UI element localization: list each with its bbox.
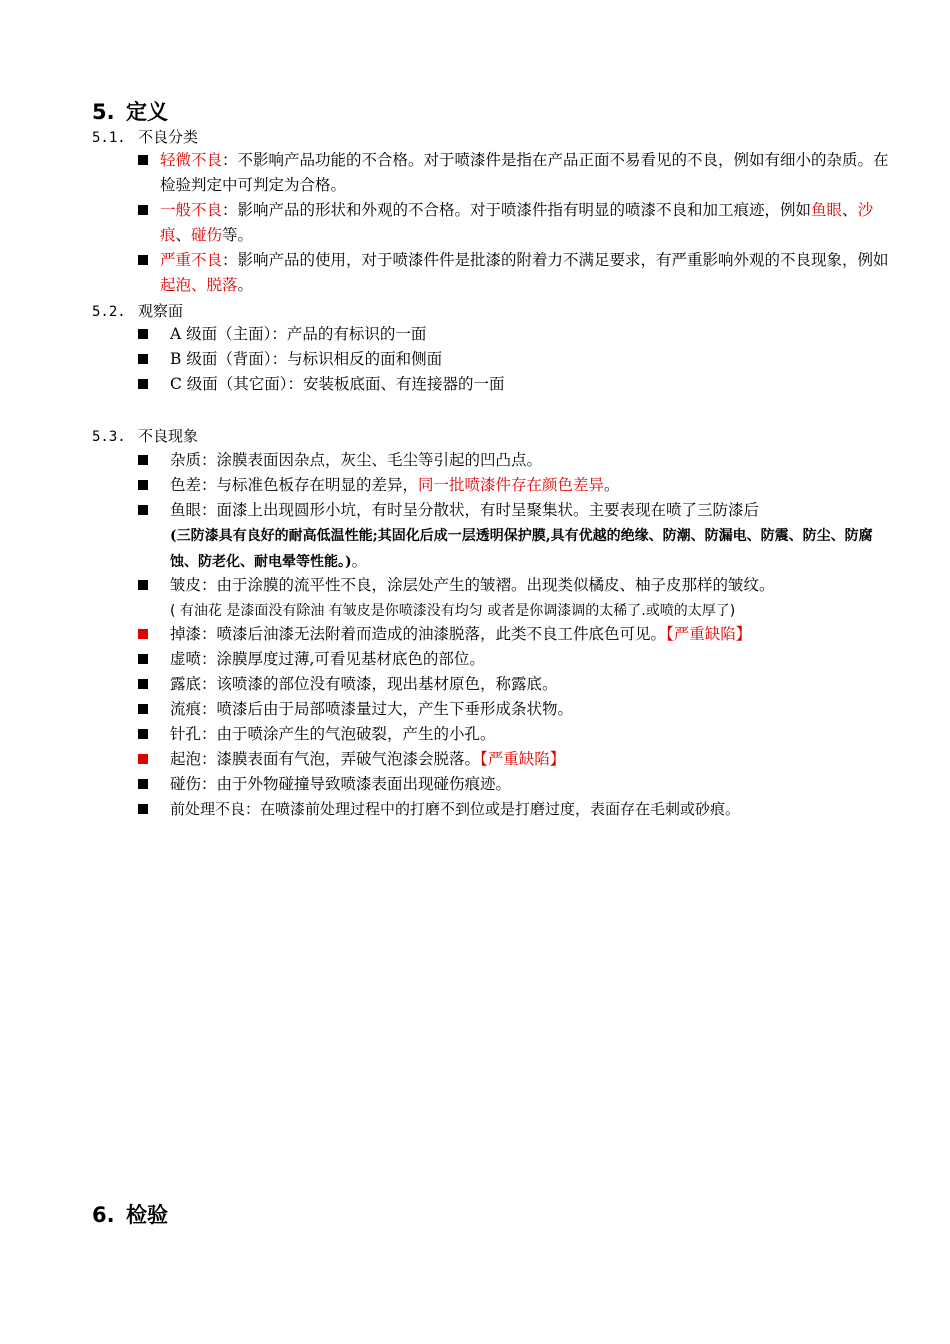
square-bullet-icon (138, 155, 148, 165)
section-5-1-number: 5.1. (92, 130, 126, 146)
square-bullet-icon (138, 704, 148, 714)
list-item-pretreatment-defect: 前处理不良：在喷漆前处理过程中的打磨不到位或是打磨过度，表面存在毛刺或砂痕。 (138, 797, 888, 822)
square-bullet-icon (138, 580, 148, 590)
list-item-blistering: 起泡：漆膜表面有气泡，弄破气泡漆会脱落。【严重缺陷】 (138, 747, 888, 772)
section-5-heading (92, 98, 168, 126)
square-bullet-icon (138, 654, 148, 664)
list-item-surface-b: B 级面（背面）：与标识相反的面和侧面 (138, 347, 888, 372)
square-bullet-icon (138, 505, 148, 515)
wrinkle-note: ( 有油花 是漆面没有除油 有皱皮是你喷漆没有均匀 或者是你调漆调的太稀了.或喷的太厚了) (170, 603, 736, 619)
square-bullet-icon (138, 205, 148, 215)
section-6-heading (92, 1201, 168, 1229)
severe-defect-tag: 【严重缺陷】 (666, 625, 752, 643)
list-item-color-difference: 色差：与标准色板存在明显的差异，同一批喷漆件存在颜色差异。 (138, 473, 888, 498)
section-5-3-title: 不良现象 (138, 427, 199, 445)
list-item-wrinkle: 皱皮：由于涂膜的流平性不良，涂层处产生的皱褶。出现类似橘皮、柚子皮那样的皱纹。 ( 有油花 是漆面没有除油 有皱皮是你喷漆没有均匀 或者是你调漆调的太稀了.或喷的太厚了) (138, 573, 888, 623)
list-item-paint-peeling: 掉漆：喷漆后油漆无法附着而造成的油漆脱落，此类不良工件底色可见。【严重缺陷】 (138, 622, 888, 647)
square-bullet-icon (138, 480, 148, 490)
section-6-number: 6. (92, 1203, 115, 1227)
square-bullet-icon (138, 255, 148, 265)
term-general-defect: 一般不良 (160, 201, 223, 219)
red-square-bullet-icon (138, 754, 148, 764)
section-5-3-number: 5.3. (92, 429, 126, 445)
list-item-impurity: 杂质：涂膜表面因杂点，灰尘、毛尘等引起的凹凸点。 (138, 448, 888, 473)
section-5-2-heading (92, 300, 183, 323)
list-item-surface-c: C 级面（其它面）：安装板底面、有连接器的一面 (138, 372, 888, 397)
section-5-1-title: 不良分类 (138, 128, 199, 146)
square-bullet-icon (138, 455, 148, 465)
minor-defect-text: 轻微不良：不影响产品功能的不合格。对于喷漆件是指在产品正面不易看见的不良，例如有细小的杂质。在检验判定中可判定为合格。 (160, 151, 889, 194)
section-5-3-heading (92, 425, 198, 448)
term-severe-defect: 严重不良 (160, 251, 223, 269)
list-item-exposed-base: 露底：该喷漆的部位没有喷漆，现出基材原色，称露底。 (138, 672, 888, 697)
section-5-title: 定义 (126, 100, 168, 124)
square-bullet-icon (138, 679, 148, 689)
section-5-1-heading (92, 126, 198, 149)
red-square-bullet-icon (138, 629, 148, 639)
list-item-thin-spray: 虚喷：涂膜厚度过薄,可看见基材底色的部位。 (138, 647, 888, 672)
severe-defect-text: 严重不良：影响产品的使用，对于喷漆件件是批漆的附着力不满足要求，有严重影响外观的不良现象，例如起泡、脱落。 (160, 251, 889, 294)
list-item-minor-defect (138, 148, 888, 198)
list-item-bump-damage: 碰伤：由于外物碰撞导致喷漆表面出现碰伤痕迹。 (138, 772, 888, 797)
list-item-pinhole: 针孔：由于喷涂产生的气泡破裂，产生的小孔。 (138, 722, 888, 747)
section-6-title: 检验 (126, 1203, 168, 1227)
square-bullet-icon (138, 329, 148, 339)
list-item-severe-defect (138, 248, 888, 298)
square-bullet-icon (138, 379, 148, 389)
square-bullet-icon (138, 729, 148, 739)
general-defect-text: 一般不良：影响产品的形状和外观的不合格。对于喷漆件指有明显的喷漆不良和加工痕迹，例如鱼眼、沙痕、碰伤等。 (160, 201, 874, 244)
square-bullet-icon (138, 779, 148, 789)
list-item-general-defect (138, 198, 888, 248)
list-item-surface-a: A 级面（主面）：产品的有标识的一面 (138, 322, 888, 347)
severe-defect-tag: 【严重缺陷】 (480, 750, 566, 768)
list-item-fish-eye: 鱼眼：面漆上出现圆形小坑，有时呈分散状，有时呈聚集状。主要表现在喷了三防漆后 (三防漆具有良好的耐高低温性能;其固化后成一层透明保护膜,具有优越的绝缘、防潮、防漏电、防震、防尘、防腐蚀、防老化、耐电晕等性能。)。 (138, 498, 888, 573)
square-bullet-icon (138, 354, 148, 364)
section-5-number: 5. (92, 100, 115, 124)
term-minor-defect: 轻微不良 (160, 151, 223, 169)
list-item-sagging: 流痕：喷漆后由于局部喷漆量过大，产生下垂形成条状物。 (138, 697, 888, 722)
section-5-2-number: 5.2. (92, 304, 126, 320)
square-bullet-icon (138, 804, 148, 814)
section-5-2-title: 观察面 (138, 302, 184, 320)
conformal-coating-note: (三防漆具有良好的耐高低温性能;其固化后成一层透明保护膜,具有优越的绝缘、防潮、防漏电、防震、防尘、防腐蚀、防老化、耐电晕等性能。) (170, 528, 873, 570)
